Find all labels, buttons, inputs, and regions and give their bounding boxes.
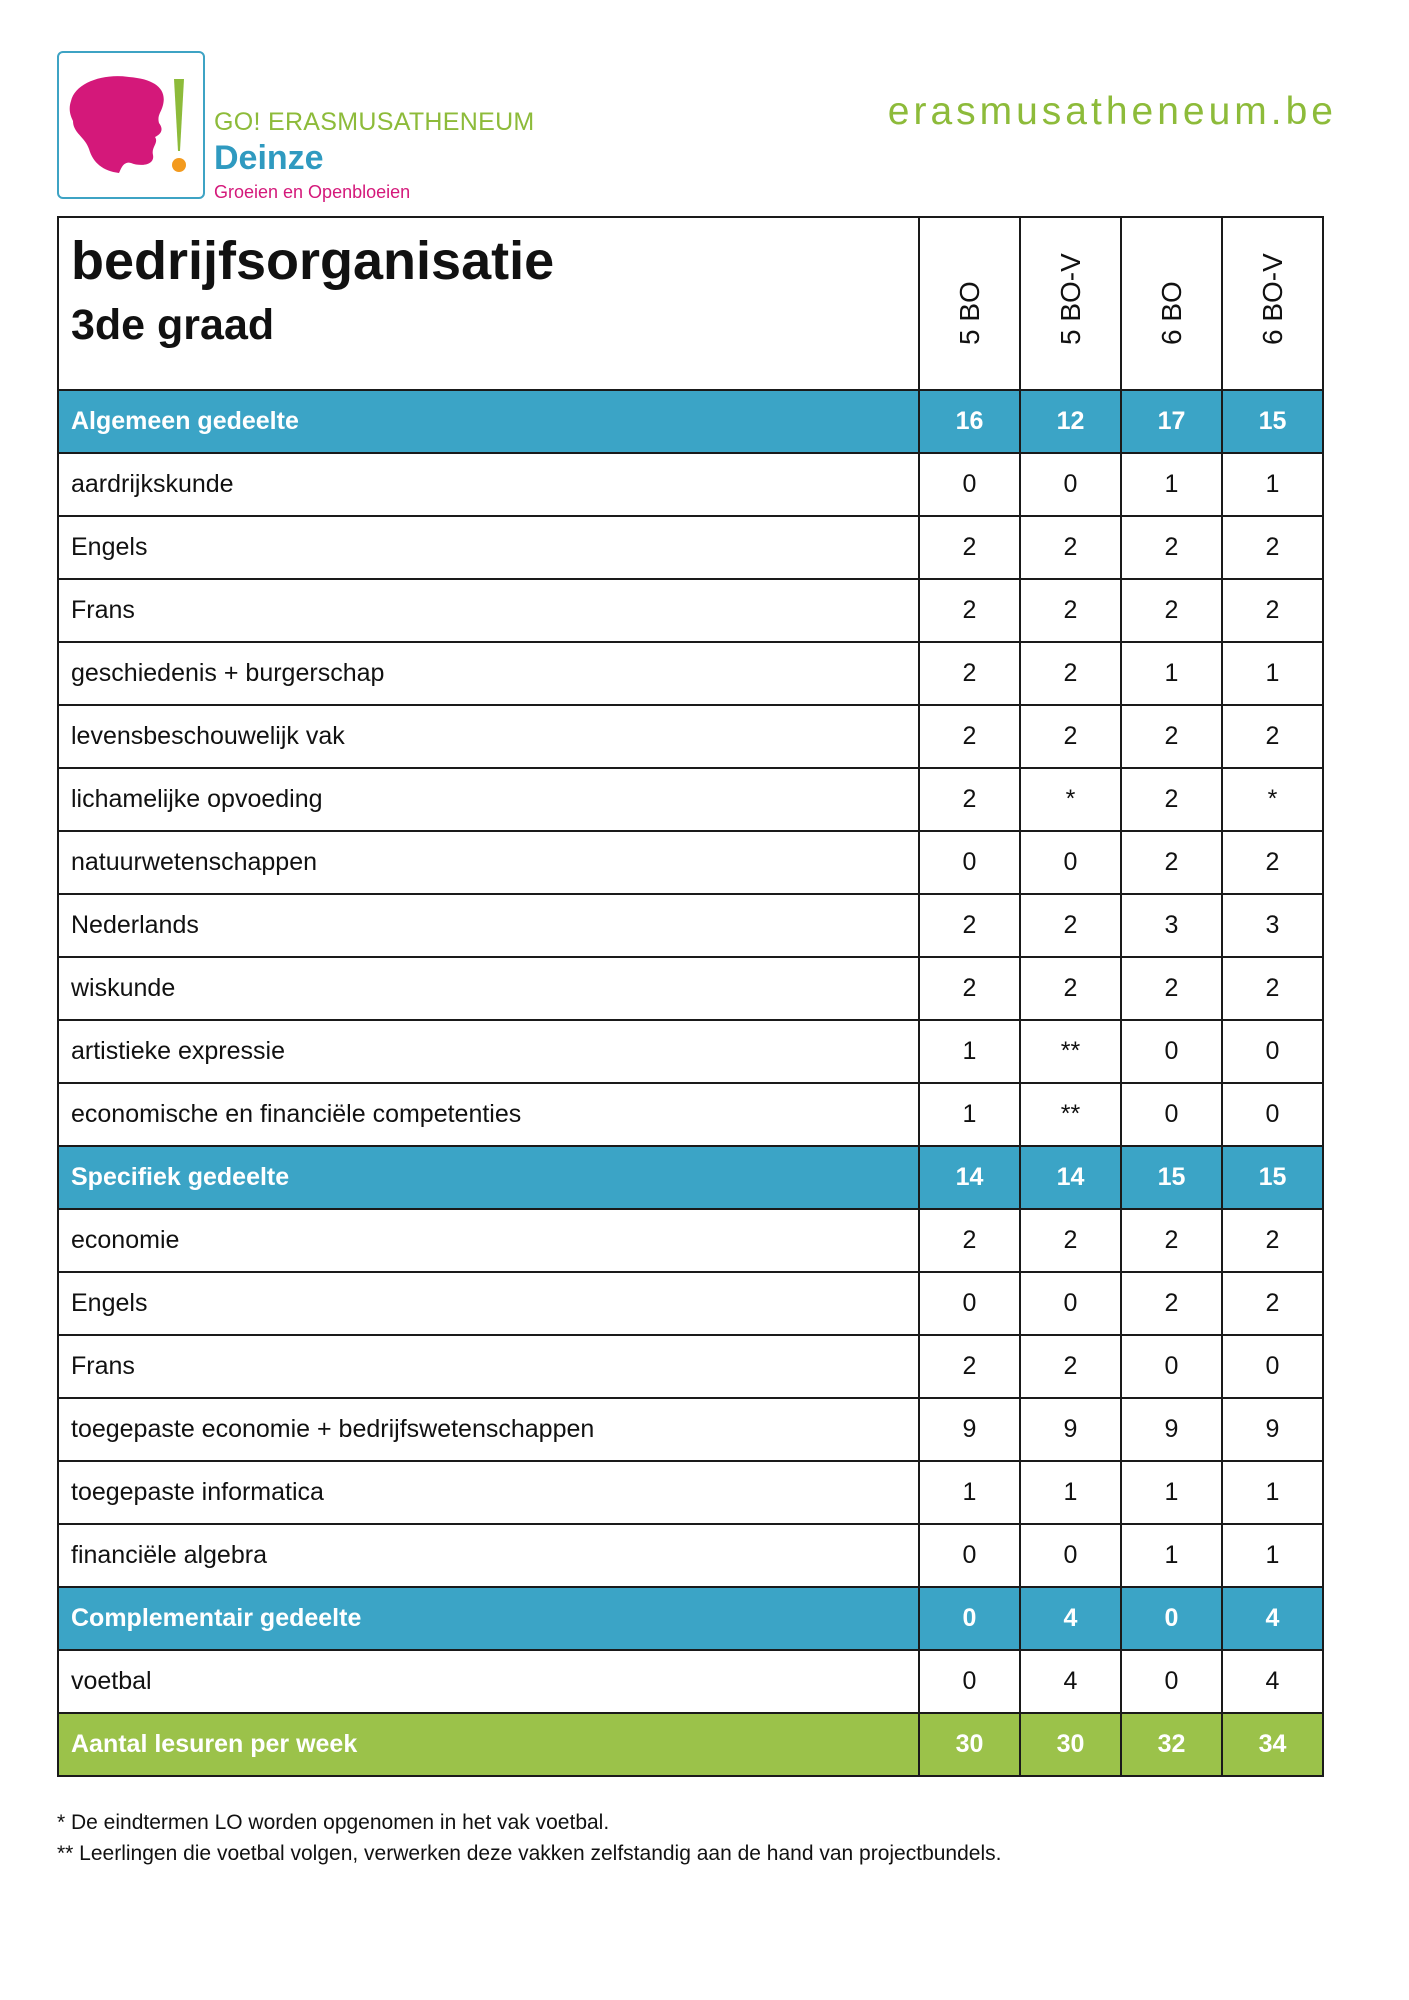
hours-cell: 0 xyxy=(1121,1335,1222,1398)
hours-cell: ** xyxy=(1020,1020,1121,1083)
hours-cell: 0 xyxy=(919,1650,1020,1713)
table-row xyxy=(58,1083,1323,1146)
hours-cell: 0 xyxy=(1222,1335,1323,1398)
hours-cell: 2 xyxy=(1222,579,1323,642)
hours-cell: 2 xyxy=(919,894,1020,957)
footnotes xyxy=(57,1807,1001,1869)
hours-cell: 2 xyxy=(1121,957,1222,1020)
hours-cell: 14 xyxy=(1020,1146,1121,1209)
hours-cell: 15 xyxy=(1121,1146,1222,1209)
hours-cell: 2 xyxy=(919,1335,1020,1398)
table-header-row xyxy=(58,217,1323,390)
page-subtitle: 3de graad xyxy=(71,301,275,349)
subject-label: Frans xyxy=(58,579,919,642)
hours-cell: 14 xyxy=(919,1146,1020,1209)
hours-cell: 2 xyxy=(1020,957,1121,1020)
hours-cell: 9 xyxy=(919,1398,1020,1461)
hours-cell: 1 xyxy=(919,1020,1020,1083)
table-row xyxy=(58,579,1323,642)
hours-cell: 0 xyxy=(1121,1083,1222,1146)
hours-cell: 2 xyxy=(919,768,1020,831)
hours-cell: 4 xyxy=(1020,1650,1121,1713)
column-header-5bo xyxy=(919,217,1020,390)
hours-cell: 4 xyxy=(1222,1650,1323,1713)
subject-label: lichamelijke opvoeding xyxy=(58,768,919,831)
table-row xyxy=(58,642,1323,705)
hours-cell: 2 xyxy=(1121,579,1222,642)
hours-cell: 2 xyxy=(1020,1335,1121,1398)
subject-label: financiële algebra xyxy=(58,1524,919,1587)
hours-cell: 32 xyxy=(1121,1713,1222,1776)
hours-cell: 0 xyxy=(1020,453,1121,516)
hours-cell: 3 xyxy=(1121,894,1222,957)
hours-cell: * xyxy=(1222,768,1323,831)
hours-cell: 2 xyxy=(1222,957,1323,1020)
hours-cell: 9 xyxy=(1121,1398,1222,1461)
hours-cell: 2 xyxy=(1222,705,1323,768)
hours-cell: 2 xyxy=(1121,1272,1222,1335)
column-header-5bov xyxy=(1020,217,1121,390)
hours-cell: 4 xyxy=(1222,1587,1323,1650)
hours-cell: 15 xyxy=(1222,1146,1323,1209)
hours-cell: 1 xyxy=(1121,642,1222,705)
school-logo xyxy=(57,51,205,199)
section-row xyxy=(58,390,1323,453)
subject-label: geschiedenis + burgerschap xyxy=(58,642,919,705)
hours-cell: 0 xyxy=(1121,1587,1222,1650)
section-row xyxy=(58,1146,1323,1209)
section-label: Complementair gedeelte xyxy=(58,1587,919,1650)
hours-cell: 2 xyxy=(919,516,1020,579)
table-row xyxy=(58,831,1323,894)
hours-cell: 9 xyxy=(1020,1398,1121,1461)
logo-head-icon xyxy=(59,53,207,201)
table-title-cell xyxy=(58,217,919,390)
hours-cell: 2 xyxy=(1020,642,1121,705)
subject-label: Engels xyxy=(58,1272,919,1335)
hours-cell: ** xyxy=(1020,1083,1121,1146)
table-row xyxy=(58,1650,1323,1713)
hours-cell: 30 xyxy=(1020,1713,1121,1776)
hours-cell: 2 xyxy=(1121,705,1222,768)
hours-cell: 1 xyxy=(919,1461,1020,1524)
table-row xyxy=(58,957,1323,1020)
hours-cell: 0 xyxy=(1020,831,1121,894)
hours-cell: 2 xyxy=(1020,579,1121,642)
column-header-label: 6 BO-V xyxy=(1256,253,1288,345)
subject-label: toegepaste informatica xyxy=(58,1461,919,1524)
hours-cell: 2 xyxy=(1222,516,1323,579)
column-header-6bov xyxy=(1222,217,1323,390)
table-row xyxy=(58,453,1323,516)
table-row xyxy=(58,516,1323,579)
hours-cell: 2 xyxy=(1121,1209,1222,1272)
hours-cell: 12 xyxy=(1020,390,1121,453)
hours-cell: 34 xyxy=(1222,1713,1323,1776)
hours-cell: 1 xyxy=(1222,453,1323,516)
table-row xyxy=(58,1335,1323,1398)
lesson-table xyxy=(57,216,1324,1777)
hours-cell: 1 xyxy=(1121,453,1222,516)
subject-label: levensbeschouwelijk vak xyxy=(58,705,919,768)
table-body xyxy=(58,390,1323,1776)
hours-cell: 1 xyxy=(1020,1461,1121,1524)
subject-label: Engels xyxy=(58,516,919,579)
hours-cell: 2 xyxy=(919,705,1020,768)
hours-cell: 1 xyxy=(919,1083,1020,1146)
hours-cell: 0 xyxy=(919,831,1020,894)
hours-cell: 2 xyxy=(1121,516,1222,579)
hours-cell: 0 xyxy=(919,1272,1020,1335)
hours-cell: 0 xyxy=(1222,1020,1323,1083)
total-label: Aantal lesuren per week xyxy=(58,1713,919,1776)
section-label: Specifiek gedeelte xyxy=(58,1146,919,1209)
hours-cell: 0 xyxy=(1121,1020,1222,1083)
hours-cell: 17 xyxy=(1121,390,1222,453)
table-row xyxy=(58,1398,1323,1461)
brand-city: Deinze xyxy=(214,139,324,177)
subject-label: artistieke expressie xyxy=(58,1020,919,1083)
hours-cell: 2 xyxy=(1121,831,1222,894)
subject-label: natuurwetenschappen xyxy=(58,831,919,894)
hours-cell: 2 xyxy=(1121,768,1222,831)
table-row xyxy=(58,894,1323,957)
hours-cell: 0 xyxy=(1222,1083,1323,1146)
subject-label: economie xyxy=(58,1209,919,1272)
hours-cell: 0 xyxy=(1121,1650,1222,1713)
hours-cell: 2 xyxy=(1222,831,1323,894)
table-row xyxy=(58,1272,1323,1335)
hours-cell: 4 xyxy=(1020,1587,1121,1650)
table-row xyxy=(58,705,1323,768)
hours-cell: 0 xyxy=(1020,1272,1121,1335)
hours-cell: * xyxy=(1020,768,1121,831)
subject-label: economische en financiële competenties xyxy=(58,1083,919,1146)
hours-cell: 9 xyxy=(1222,1398,1323,1461)
table-row xyxy=(58,1209,1323,1272)
hours-cell: 3 xyxy=(1222,894,1323,957)
hours-cell: 1 xyxy=(1222,1524,1323,1587)
page-title: bedrijfsorganisatie xyxy=(71,231,555,291)
hours-cell: 2 xyxy=(1020,516,1121,579)
footnote: * De eindtermen LO worden opgenomen in het vak voetbal. xyxy=(57,1811,610,1834)
total-row xyxy=(58,1713,1323,1776)
site-url-link[interactable]: erasmusatheneum.be xyxy=(887,90,1337,133)
section-row xyxy=(58,1587,1323,1650)
table-row xyxy=(58,768,1323,831)
brand-name: GO! ERASMUSATHENEUM xyxy=(214,108,535,136)
hours-cell: 2 xyxy=(1020,705,1121,768)
hours-cell: 0 xyxy=(919,1587,1020,1650)
hours-cell: 1 xyxy=(1121,1461,1222,1524)
section-label: Algemeen gedeelte xyxy=(58,390,919,453)
column-header-label: 5 BO-V xyxy=(1054,253,1086,345)
hours-cell: 2 xyxy=(919,579,1020,642)
subject-label: voetbal xyxy=(58,1650,919,1713)
subject-label: toegepaste economie + bedrijfswetenschappen xyxy=(58,1398,919,1461)
hours-cell: 30 xyxy=(919,1713,1020,1776)
table-row xyxy=(58,1020,1323,1083)
hours-cell: 15 xyxy=(1222,390,1323,453)
subject-label: Nederlands xyxy=(58,894,919,957)
hours-cell: 1 xyxy=(1121,1524,1222,1587)
hours-cell: 1 xyxy=(1222,1461,1323,1524)
hours-cell: 2 xyxy=(1222,1272,1323,1335)
hours-cell: 0 xyxy=(919,1524,1020,1587)
hours-cell: 16 xyxy=(919,390,1020,453)
hours-cell: 0 xyxy=(1020,1524,1121,1587)
brand-tagline: Groeien en Openbloeien xyxy=(214,182,411,202)
column-header-6bo xyxy=(1121,217,1222,390)
hours-cell: 2 xyxy=(919,957,1020,1020)
subject-label: Frans xyxy=(58,1335,919,1398)
hours-cell: 2 xyxy=(1020,1209,1121,1272)
hours-cell: 2 xyxy=(1020,894,1121,957)
footnote: ** Leerlingen die voetbal volgen, verwerken deze vakken zelfstandig aan de hand van projectbundels. xyxy=(57,1842,1002,1865)
subject-label: wiskunde xyxy=(58,957,919,1020)
hours-cell: 2 xyxy=(919,1209,1020,1272)
subject-label: aardrijkskunde xyxy=(58,453,919,516)
table-row xyxy=(58,1461,1323,1524)
hours-cell: 2 xyxy=(919,642,1020,705)
column-header-label: 5 BO xyxy=(953,281,985,345)
hours-cell: 1 xyxy=(1222,642,1323,705)
column-header-label: 6 BO xyxy=(1155,281,1187,345)
table-row xyxy=(58,1524,1323,1587)
hours-cell: 0 xyxy=(919,453,1020,516)
hours-cell: 2 xyxy=(1222,1209,1323,1272)
